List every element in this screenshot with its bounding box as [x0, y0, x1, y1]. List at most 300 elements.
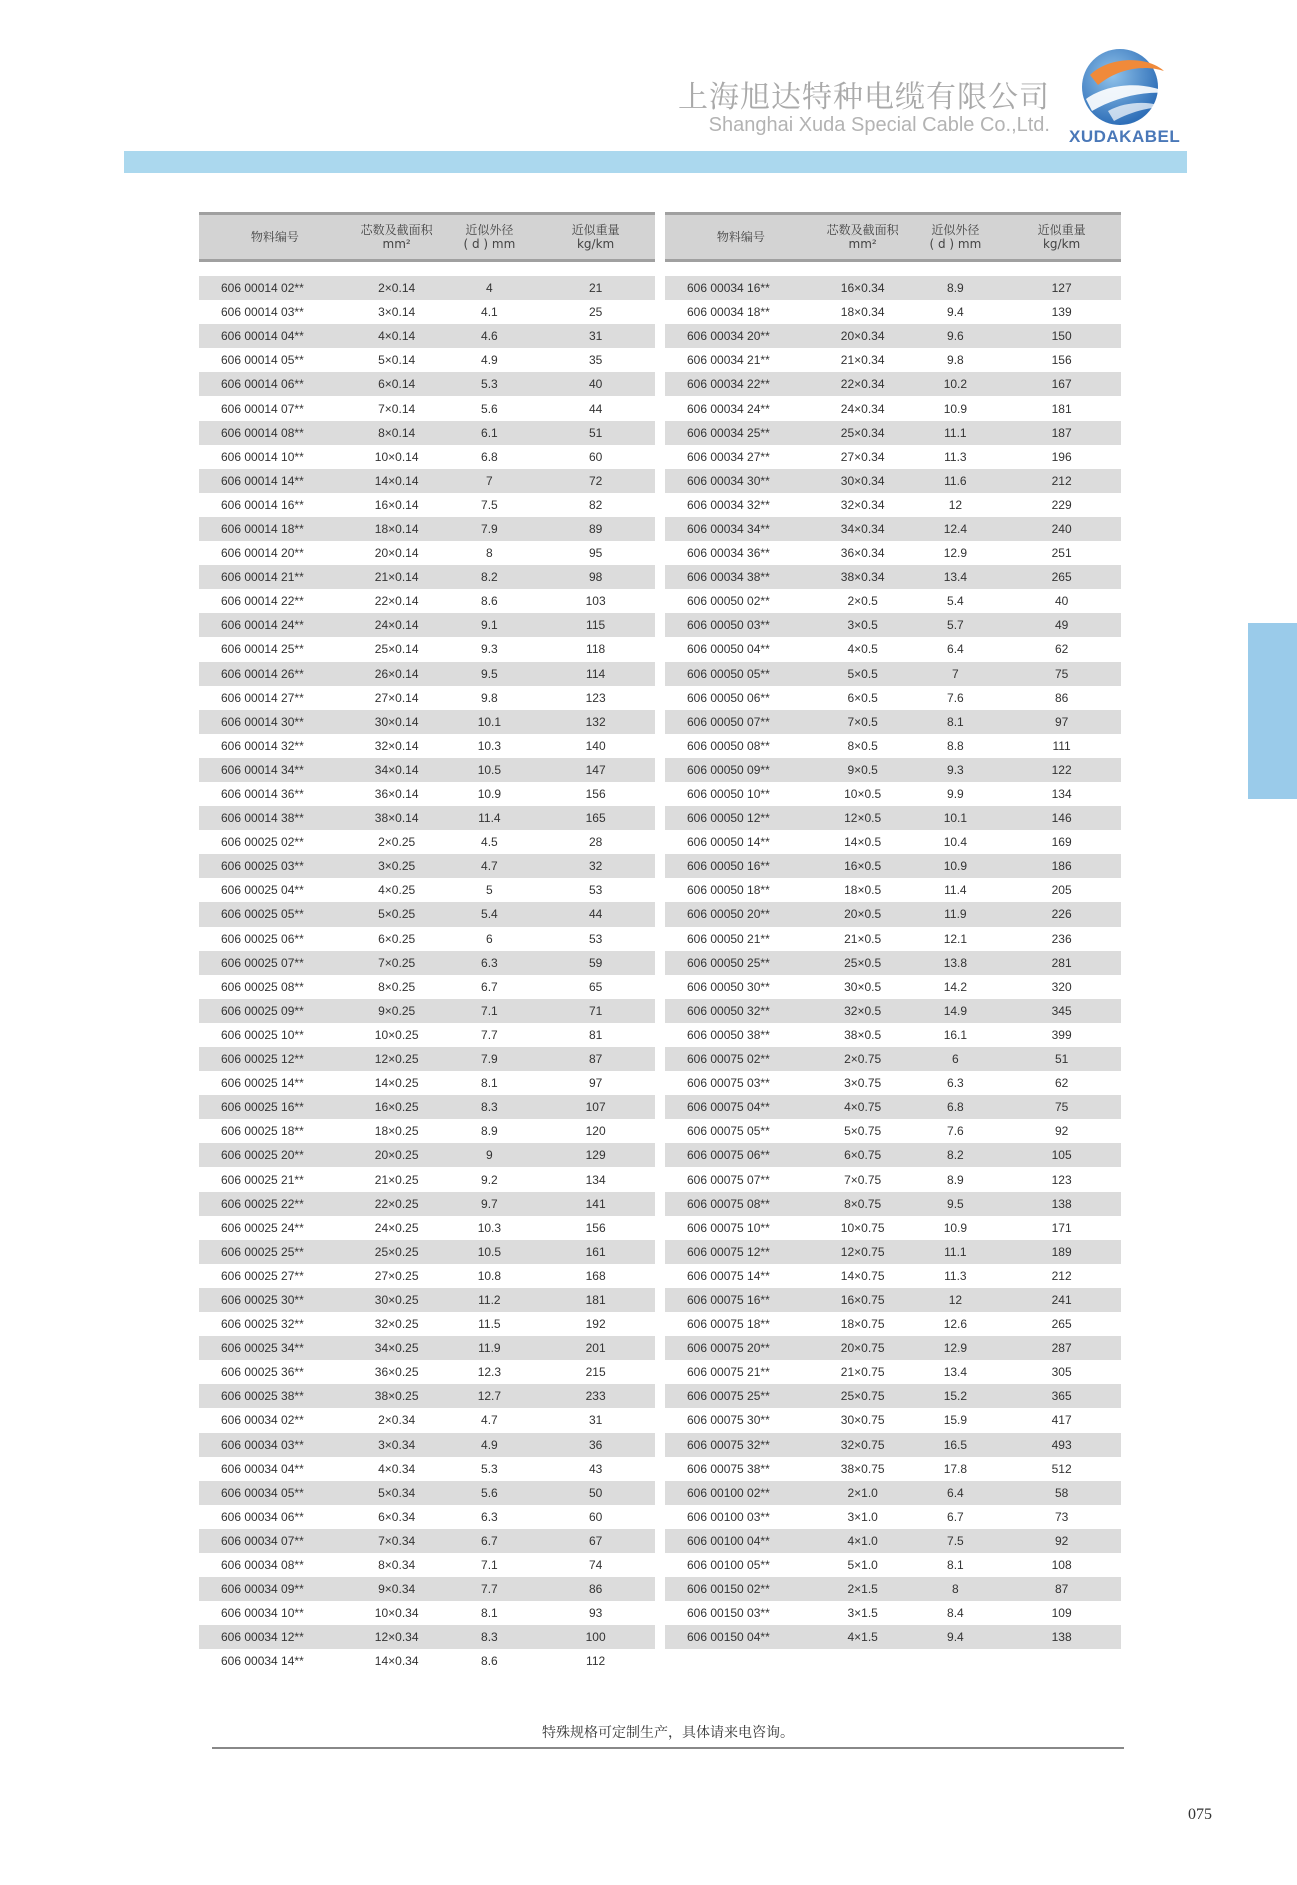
part-number-cell: 606 00025 04** [221, 883, 304, 898]
weight-cell: 35 [588, 353, 603, 368]
cores-section-cell: 3×0.75 [844, 1076, 882, 1091]
weight-cell: 60 [588, 1509, 603, 1524]
part-number-cell: 606 00034 27** [687, 449, 770, 464]
diameter-cell: 10.5 [443, 1240, 537, 1264]
table-row [199, 1023, 655, 1047]
weight-cell: 107 [536, 1095, 655, 1119]
part-number-cell: 606 00050 25** [665, 951, 817, 975]
weight-cell: 92 [1054, 1124, 1069, 1139]
table-header-row [199, 214, 655, 261]
weight-cell: 512 [1051, 1461, 1072, 1476]
table-row [665, 276, 1121, 300]
diameter-cell: 12 [948, 497, 963, 512]
cores-section-cell: 34×0.14 [351, 758, 443, 782]
part-number-cell: 606 00034 09** [199, 1577, 351, 1601]
cores-section-cell: 27×0.34 [840, 449, 885, 464]
table-row [665, 1216, 1121, 1240]
table-row [665, 1529, 1121, 1553]
part-number-cell: 606 00075 18** [687, 1317, 770, 1332]
table-row [199, 1649, 655, 1673]
part-number-cell: 606 00014 34** [199, 758, 351, 782]
cores-section-cell: 10×0.75 [840, 1220, 885, 1235]
weight-cell: 53 [588, 883, 603, 898]
table-row [665, 902, 1121, 926]
cores-section-cell: 7×0.25 [351, 951, 443, 975]
cores-section-cell: 8×0.75 [817, 1192, 909, 1216]
part-number-cell: 606 00025 20** [199, 1143, 351, 1167]
weight-cell: 156 [585, 787, 606, 802]
cores-section-cell: 4×0.5 [847, 642, 878, 657]
table-row [665, 1505, 1121, 1529]
diameter-cell: 4.9 [443, 1433, 537, 1457]
cores-section-cell: 38×0.75 [840, 1461, 885, 1476]
part-number-cell: 606 00014 06** [199, 372, 351, 396]
weight-cell: 181 [1051, 401, 1072, 416]
diameter-cell: 7.9 [443, 517, 537, 541]
part-number-cell: 606 00034 12** [199, 1625, 351, 1649]
table-row [199, 662, 655, 686]
cores-section-cell: 8×0.25 [378, 979, 416, 994]
weight-cell: 75 [1002, 662, 1121, 686]
table-row [665, 565, 1121, 589]
weight-cell: 59 [536, 951, 655, 975]
cores-section-cell: 12×0.75 [817, 1240, 909, 1264]
weight-cell: 226 [1002, 902, 1121, 926]
part-number-cell: 606 00050 21** [687, 931, 770, 946]
table-row [665, 1047, 1121, 1071]
part-number-cell: 606 00075 16** [665, 1288, 817, 1312]
table-row [665, 1167, 1121, 1191]
weight-cell: 365 [1002, 1384, 1121, 1408]
diameter-cell: 15.2 [909, 1384, 1003, 1408]
table-row [665, 445, 1121, 469]
diameter-cell: 8.9 [481, 1124, 498, 1139]
part-number-cell: 606 00025 03** [199, 854, 351, 878]
table-row [665, 517, 1121, 541]
weight-cell: 50 [536, 1481, 655, 1505]
weight-cell: 493 [1002, 1433, 1121, 1457]
part-number-cell: 606 00034 14** [221, 1654, 304, 1669]
table-row [665, 469, 1121, 493]
weight-cell: 44 [536, 902, 655, 926]
cores-section-cell: 21×0.5 [844, 931, 882, 946]
weight-cell: 36 [536, 1433, 655, 1457]
cores-section-cell: 12×0.34 [351, 1625, 443, 1649]
weight-cell: 156 [1051, 353, 1072, 368]
cores-section-cell: 2×0.5 [847, 594, 878, 609]
diameter-cell: 15.9 [943, 1413, 968, 1428]
table-row [199, 1312, 655, 1336]
weight-cell: 212 [1002, 469, 1121, 493]
cores-section-cell: 30×0.75 [840, 1413, 885, 1428]
cores-section-cell: 5×0.25 [351, 902, 443, 926]
part-number-cell: 606 00025 18** [221, 1124, 304, 1139]
part-number-cell: 606 00075 14** [687, 1268, 770, 1283]
weight-cell: 287 [1002, 1336, 1121, 1360]
diameter-cell: 9.3 [481, 642, 498, 657]
cores-section-cell: 6×0.5 [847, 690, 878, 705]
part-number-cell: 606 00025 25** [199, 1240, 351, 1264]
diameter-cell: 8.3 [443, 1095, 537, 1119]
weight-cell: 74 [588, 1558, 603, 1573]
diameter-cell: 12.7 [443, 1384, 537, 1408]
part-number-cell: 606 00150 02** [665, 1577, 817, 1601]
weight-cell: 171 [1051, 1220, 1072, 1235]
part-number-cell: 606 00014 36** [221, 787, 304, 802]
weight-cell: 98 [536, 565, 655, 589]
cores-section-cell: 14×0.34 [374, 1654, 419, 1669]
diameter-cell: 17.8 [943, 1461, 968, 1476]
diameter-cell: 11.6 [909, 469, 1003, 493]
diameter-cell: 5 [486, 883, 493, 898]
weight-cell: 109 [1051, 1606, 1072, 1621]
cores-section-cell: 5×0.75 [844, 1124, 882, 1139]
cores-section-cell: 22×0.25 [351, 1192, 443, 1216]
weight-cell: 40 [536, 372, 655, 396]
cores-section-cell: 3×1.0 [847, 1509, 878, 1524]
weight-cell: 89 [536, 517, 655, 541]
diameter-cell: 11.9 [909, 902, 1003, 926]
part-number-cell: 606 00025 27** [221, 1268, 304, 1283]
table-row [665, 1360, 1121, 1384]
weight-cell: 72 [536, 469, 655, 493]
diameter-cell: 6 [486, 931, 493, 946]
cores-section-cell: 22×0.34 [817, 372, 909, 396]
header-diameter: 近似外径 ( d ) mm [443, 214, 537, 261]
cores-section-cell: 7×0.34 [351, 1529, 443, 1553]
weight-cell: 236 [1051, 931, 1072, 946]
part-number-cell: 606 00050 38** [687, 1027, 770, 1042]
diameter-cell: 11.9 [443, 1336, 537, 1360]
diameter-cell: 5.4 [443, 902, 537, 926]
part-number-cell: 606 00075 05** [687, 1124, 770, 1139]
cores-section-cell: 14×0.25 [374, 1076, 419, 1091]
weight-cell: 92 [1002, 1529, 1121, 1553]
diameter-cell: 12.3 [477, 1365, 502, 1380]
weight-cell: 108 [1051, 1558, 1072, 1573]
part-number-cell: 606 00034 04** [221, 1461, 304, 1476]
table-row [199, 613, 655, 637]
weight-cell: 51 [1002, 1047, 1121, 1071]
weight-cell: 49 [1002, 613, 1121, 637]
diameter-cell: 9.5 [443, 662, 537, 686]
cores-section-cell: 3×0.14 [378, 305, 416, 320]
diameter-cell: 11.3 [944, 1268, 967, 1283]
table-row [199, 445, 655, 469]
table-row [665, 1336, 1121, 1360]
diameter-cell: 4.7 [481, 1413, 498, 1428]
diameter-cell: 8.9 [947, 1172, 964, 1187]
cores-section-cell: 14×0.5 [844, 835, 882, 850]
diameter-cell: 16.1 [943, 1027, 968, 1042]
diameter-cell: 7.7 [481, 1027, 498, 1042]
diameter-cell: 7.6 [947, 1124, 964, 1139]
table-row [665, 637, 1121, 661]
table-row [665, 348, 1121, 372]
part-number-cell: 606 00014 02** [199, 276, 351, 300]
part-number-cell: 606 00050 03** [665, 613, 817, 637]
part-number-cell: 606 00075 04** [665, 1095, 817, 1119]
part-number-cell: 606 00150 03** [687, 1606, 770, 1621]
cores-section-cell: 30×0.25 [351, 1288, 443, 1312]
cores-section-cell: 7×0.5 [817, 710, 909, 734]
table-row [665, 396, 1121, 420]
part-number-cell: 606 00025 09** [199, 999, 351, 1023]
cores-section-cell: 36×0.34 [840, 546, 885, 561]
weight-cell: 40 [1054, 594, 1069, 609]
cores-section-cell: 22×0.14 [374, 594, 419, 609]
table-row [665, 1481, 1121, 1505]
part-number-cell: 606 00014 38** [199, 806, 351, 830]
weight-cell: 25 [588, 305, 603, 320]
part-number-cell: 606 00100 03** [687, 1509, 770, 1524]
cores-section-cell: 10×0.5 [844, 787, 882, 802]
diameter-cell: 5.3 [481, 1461, 498, 1476]
table-row [665, 686, 1121, 710]
weight-cell: 115 [536, 613, 655, 637]
cores-section-cell: 12×0.5 [817, 806, 909, 830]
part-number-cell: 606 00025 14** [221, 1076, 304, 1091]
table-row [199, 517, 655, 541]
weight-cell: 81 [588, 1027, 603, 1042]
part-number-cell: 606 00075 20** [665, 1336, 817, 1360]
table-row [199, 782, 655, 806]
cores-section-cell: 4×0.75 [817, 1095, 909, 1119]
table-row [199, 541, 655, 565]
part-number-cell: 606 00034 22** [665, 372, 817, 396]
part-number-cell: 606 00050 04** [687, 642, 770, 657]
part-number-cell: 606 00014 08** [199, 421, 351, 445]
table-row [199, 1143, 655, 1167]
table-row [665, 493, 1121, 517]
diameter-cell: 7.1 [481, 1558, 498, 1573]
weight-cell: 21 [536, 276, 655, 300]
cores-section-cell: 38×0.14 [351, 806, 443, 830]
diameter-cell: 8.1 [481, 1076, 498, 1091]
table-row [665, 1384, 1121, 1408]
diameter-cell: 14.9 [909, 999, 1003, 1023]
part-number-cell: 606 00014 04** [199, 324, 351, 348]
spec-table-right [665, 212, 1121, 1649]
part-number-cell: 606 00075 25** [665, 1384, 817, 1408]
weight-cell: 105 [1002, 1143, 1121, 1167]
cores-section-cell: 25×0.14 [374, 642, 419, 657]
diameter-cell: 6.1 [443, 421, 537, 445]
part-number-cell: 606 00014 30** [199, 710, 351, 734]
table-row [199, 421, 655, 445]
part-number-cell: 606 00034 20** [665, 324, 817, 348]
diameter-cell: 7.7 [443, 1577, 537, 1601]
diameter-cell: 7.9 [443, 1047, 537, 1071]
table-row [199, 1071, 655, 1095]
table-row [199, 1240, 655, 1264]
weight-cell: 123 [1051, 1172, 1072, 1187]
table-row [665, 1095, 1121, 1119]
part-number-cell: 606 00014 03** [221, 305, 304, 320]
table-row [665, 1625, 1121, 1649]
table-row [199, 493, 655, 517]
part-number-cell: 606 00075 08** [665, 1192, 817, 1216]
cores-section-cell: 4×0.25 [378, 883, 416, 898]
weight-cell: 132 [536, 710, 655, 734]
cores-section-cell: 26×0.14 [351, 662, 443, 686]
table-row [199, 1167, 655, 1191]
weight-cell: 112 [586, 1654, 606, 1669]
cores-section-cell: 36×0.14 [374, 787, 419, 802]
weight-cell: 212 [1051, 1268, 1072, 1283]
weight-cell: 265 [1051, 1317, 1072, 1332]
table-row [665, 324, 1121, 348]
cores-section-cell: 16×0.34 [817, 276, 909, 300]
table-row [665, 1408, 1121, 1432]
diameter-cell: 11.1 [909, 421, 1003, 445]
diameter-cell: 8.6 [481, 1654, 498, 1669]
part-number-cell: 606 00075 30** [687, 1413, 770, 1428]
part-number-cell: 606 00075 06** [665, 1143, 817, 1167]
cores-section-cell: 9×0.5 [817, 758, 909, 782]
cores-section-cell: 14×0.75 [840, 1268, 885, 1283]
diameter-cell: 12.4 [909, 517, 1003, 541]
part-number-cell: 606 00025 21** [221, 1172, 304, 1187]
weight-cell: 118 [586, 642, 606, 657]
header-weight: 近似重量 kg/km [1002, 214, 1121, 261]
part-number-cell: 606 00050 06** [687, 690, 770, 705]
table-row [665, 372, 1121, 396]
weight-cell: 165 [536, 806, 655, 830]
cores-section-cell: 6×0.75 [817, 1143, 909, 1167]
cores-section-cell: 4×0.34 [378, 1461, 416, 1476]
cores-section-cell: 18×0.5 [844, 883, 882, 898]
cores-section-cell: 2×0.14 [351, 276, 443, 300]
cores-section-cell: 30×0.5 [844, 979, 882, 994]
part-number-cell: 606 00050 20** [665, 902, 817, 926]
cores-section-cell: 27×0.14 [374, 690, 419, 705]
diameter-cell: 9.8 [947, 353, 964, 368]
weight-cell: 187 [1002, 421, 1121, 445]
weight-cell: 58 [1002, 1481, 1121, 1505]
table-row [665, 541, 1121, 565]
diameter-cell: 6.7 [481, 979, 498, 994]
table-row [665, 758, 1121, 782]
table-row [199, 469, 655, 493]
diameter-cell: 10.3 [477, 1220, 502, 1235]
weight-cell: 156 [585, 1220, 606, 1235]
part-number-cell: 606 00014 14** [199, 469, 351, 493]
part-number-cell: 606 00075 12** [665, 1240, 817, 1264]
cores-section-cell: 20×0.14 [374, 546, 419, 561]
header-cores-section: 芯数及截面积 mm² [817, 214, 909, 261]
weight-cell: 141 [536, 1192, 655, 1216]
footnote: 特殊规格可定制生产，具体请来电咨询。 [542, 1725, 794, 1741]
diameter-cell: 6.7 [443, 1529, 537, 1553]
table-row [199, 686, 655, 710]
weight-cell: 305 [1051, 1365, 1072, 1380]
cores-section-cell: 2×0.25 [378, 835, 416, 850]
part-number-cell: 606 00075 02** [665, 1047, 817, 1071]
part-number-cell: 606 00014 20** [221, 546, 304, 561]
weight-cell: 32 [536, 854, 655, 878]
table-row [199, 589, 655, 613]
table-row [199, 710, 655, 734]
part-number-cell: 606 00025 22** [199, 1192, 351, 1216]
table-row [199, 975, 655, 999]
weight-cell: 53 [588, 931, 603, 946]
diameter-cell: 9.4 [909, 1625, 1003, 1649]
part-number-cell: 606 00034 03** [199, 1433, 351, 1457]
part-number-cell: 606 00050 14** [687, 835, 770, 850]
diameter-cell: 11.5 [478, 1317, 501, 1332]
part-number-cell: 606 00014 32** [221, 738, 304, 753]
part-number-cell: 606 00014 25** [221, 642, 304, 657]
part-number-cell: 606 00025 05** [199, 902, 351, 926]
table-row [199, 1481, 655, 1505]
diameter-cell: 10.2 [909, 372, 1003, 396]
cores-section-cell: 8×0.34 [378, 1558, 416, 1573]
diameter-cell: 10.1 [909, 806, 1003, 830]
diameter-cell: 7.1 [443, 999, 537, 1023]
table-row [199, 1529, 655, 1553]
table-row [665, 878, 1121, 902]
diameter-cell: 10.9 [477, 787, 502, 802]
cores-section-cell: 25×0.5 [817, 951, 909, 975]
table-row [199, 324, 655, 348]
weight-cell: 31 [536, 324, 655, 348]
cores-section-cell: 25×0.25 [351, 1240, 443, 1264]
cores-section-cell: 6×0.14 [351, 372, 443, 396]
diameter-cell: 10.1 [443, 710, 537, 734]
table-row [665, 734, 1121, 758]
cores-section-cell: 4×0.14 [351, 324, 443, 348]
table-row [199, 1192, 655, 1216]
table-row [665, 806, 1121, 830]
cores-section-cell: 2×0.75 [817, 1047, 909, 1071]
part-number-cell: 606 00025 02** [221, 835, 304, 850]
part-number-cell: 606 00050 30** [687, 979, 770, 994]
part-number-cell: 606 00050 32** [665, 999, 817, 1023]
weight-cell: 189 [1002, 1240, 1121, 1264]
diameter-cell: 11.4 [443, 806, 537, 830]
weight-cell: 60 [588, 449, 603, 464]
table-body-right [665, 261, 1121, 1650]
weight-cell: 97 [1002, 710, 1121, 734]
cores-section-cell: 25×0.75 [817, 1384, 909, 1408]
cores-section-cell: 25×0.34 [817, 421, 909, 445]
table-row [199, 902, 655, 926]
part-number-cell: 606 00014 18** [199, 517, 351, 541]
weight-cell: 82 [588, 497, 603, 512]
diameter-cell: 10.9 [943, 401, 968, 416]
cores-section-cell: 38×0.25 [351, 1384, 443, 1408]
weight-cell: 233 [536, 1384, 655, 1408]
weight-cell: 129 [536, 1143, 655, 1167]
part-number-cell: 606 00025 24** [221, 1220, 304, 1235]
cores-section-cell: 18×0.75 [840, 1317, 885, 1332]
weight-cell: 138 [1002, 1192, 1121, 1216]
cores-section-cell: 7×0.75 [844, 1172, 882, 1187]
table-row [199, 951, 655, 975]
table-row [199, 1360, 655, 1384]
diameter-cell: 9.7 [443, 1192, 537, 1216]
table-row [665, 1312, 1121, 1336]
table-row [199, 758, 655, 782]
table-row [199, 1264, 655, 1288]
diameter-cell: 12.1 [943, 931, 968, 946]
diameter-cell: 4.1 [481, 305, 498, 320]
weight-cell: 265 [1002, 565, 1121, 589]
cores-section-cell: 16×0.25 [351, 1095, 443, 1119]
diameter-cell: 11.4 [944, 883, 967, 898]
table-row [665, 1023, 1121, 1047]
